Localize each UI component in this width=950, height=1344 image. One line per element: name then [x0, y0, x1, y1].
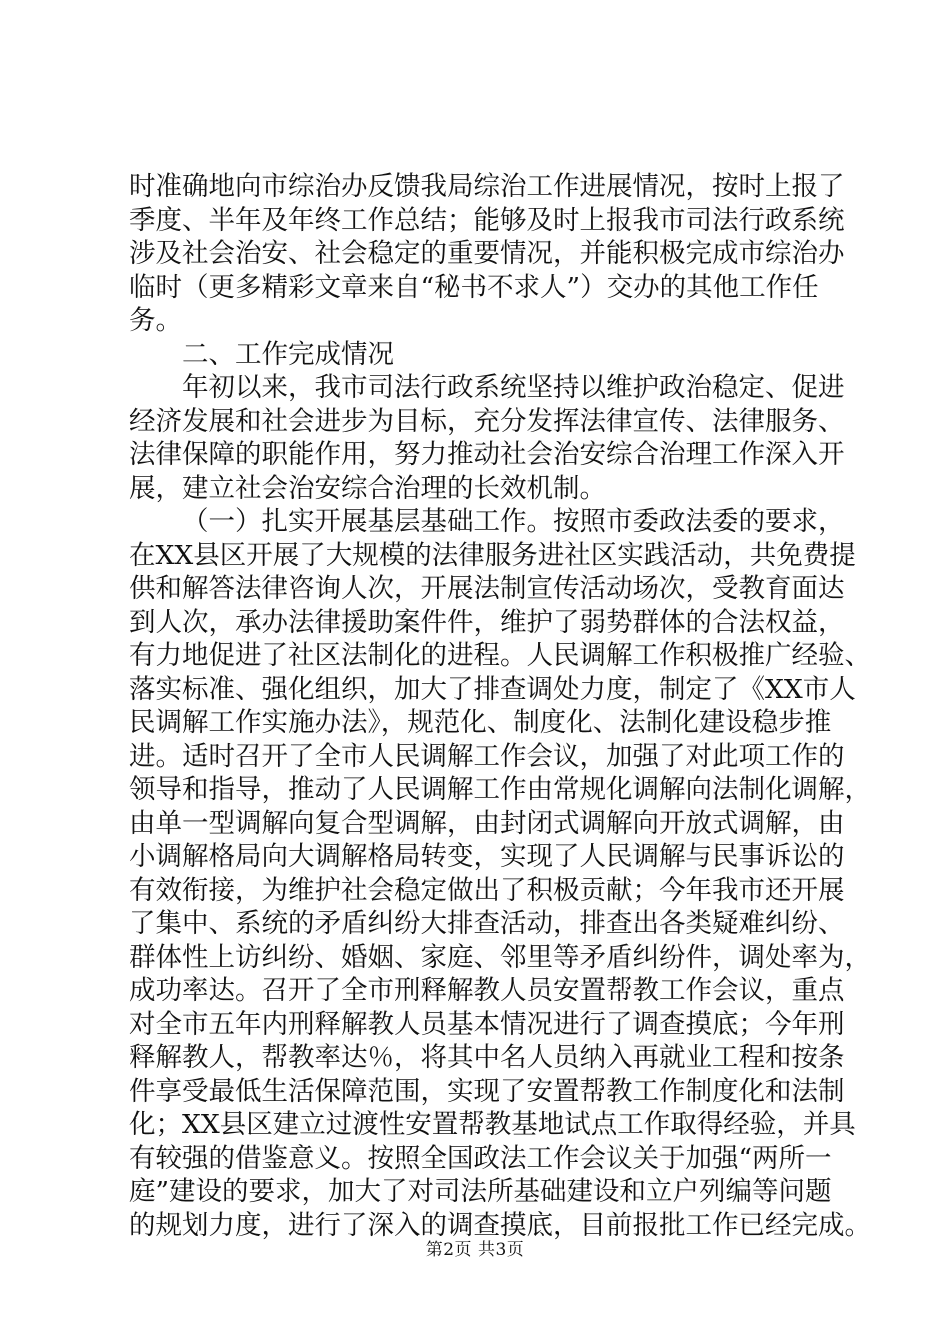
text-line: 件享受最低生活保障范围，实现了安置帮教工作制度化和法制 — [129, 1075, 845, 1107]
text-line: 庭”建设的要求，加大了对司法所基础建设和立户列编等问题 — [129, 1176, 832, 1207]
paragraph-intro — [129, 371, 845, 505]
text-line: 到人次，承办法律援助案件件，维护了弱势群体的合法权益， — [129, 606, 845, 638]
text-line: 涉及社会治安、社会稳定的重要情况，并能积极完成市综治办 — [129, 238, 845, 269]
text-line: 的规划力度，进行了深入的调查摸底，目前报批工作已经完成。 — [129, 1209, 871, 1241]
text-line: 有力地促进了社区法制化的进程。人民调解工作积极推广经验、 — [129, 640, 871, 671]
text-line: 由单一型调解向复合型调解，由封闭式调解向开放式调解，由 — [129, 807, 845, 839]
text-line: 落实标准、强化组织，加大了排查调处力度，制定了《XX市人 — [129, 673, 856, 705]
text-line: 临时（更多精彩文章来自“秘书不求人”）交办的其他工作任 — [129, 271, 819, 303]
text-line: 展，建立社会治安综合治理的长效机制。 — [129, 472, 606, 504]
section-heading — [129, 338, 839, 372]
text-line: 化；XX县区建立过渡性安置帮教基地试点工作取得经验，并具 — [129, 1109, 856, 1140]
text-line: 小调解格局向大调解格局转变，实现了人民调解与民事诉讼的 — [129, 841, 845, 872]
paragraph-grassroots — [129, 505, 871, 1242]
text-line: 释解教人，帮教率达％，将其中名人员纳入再就业工程和按条 — [129, 1042, 845, 1073]
text-line: 了集中、系统的矛盾纠纷大排查活动，排查出各类疑难纠纷、 — [129, 908, 845, 939]
page-footer — [0, 1240, 950, 1260]
text-line: （一）扎实开展基层基础工作。按照市委政法委的要求， — [182, 506, 845, 537]
text-line: 时准确地向市综治办反馈我局综治工作进展情况，按时上报了 — [129, 171, 845, 202]
paragraph-continuation — [129, 170, 845, 338]
text-line: 成功率达。召开了全市刑释解教人员安置帮教工作会议，重点 — [129, 975, 845, 1006]
document-body — [129, 170, 871, 1242]
page-number-label: 第2页 共3页 — [425, 1240, 525, 1260]
text-line: 务。 — [129, 305, 182, 336]
text-line: 年初以来，我市司法行政系统坚持以维护政治稳定、促进 — [182, 372, 845, 403]
text-line: 对全市五年内刑释解教人员基本情况进行了调查摸底；今年刑 — [129, 1008, 845, 1040]
text-line: 群体性上访纠纷、婚姻、家庭、邻里等矛盾纠纷件，调处率为， — [129, 941, 871, 973]
text-line: 在XX县区开展了大规模的法律服务进社区实践活动，共免费提 — [129, 539, 856, 571]
text-line: 领导和指导，推动了人民调解工作由常规化调解向法制化调解， — [129, 774, 871, 805]
text-line: 供和解答法律咨询人次，开展法制宣传活动场次，受教育面达 — [129, 573, 845, 604]
text-line: 季度、半年及年终工作总结；能够及时上报我市司法行政系统 — [129, 204, 845, 236]
text-line: 有较强的借鉴意义。按照全国政法工作会议关于加强“两所一 — [129, 1142, 832, 1174]
text-line: 民调解工作实施办法》，规范化、制度化、法制化建设稳步推 — [129, 707, 832, 738]
text-line: 法律保障的职能作用，努力推动社会治安综合治理工作深入开 — [129, 439, 845, 470]
text-line: 有效衔接，为维护社会稳定做出了积极贡献；今年我市还开展 — [129, 874, 845, 906]
heading-line: 二、工作完成情况 — [182, 338, 394, 370]
text-line: 经济发展和社会进步为目标，充分发挥法律宣传、法律服务、 — [129, 405, 845, 437]
text-line: 进。适时召开了全市人民调解工作会议，加强了对此项工作的 — [129, 740, 845, 772]
